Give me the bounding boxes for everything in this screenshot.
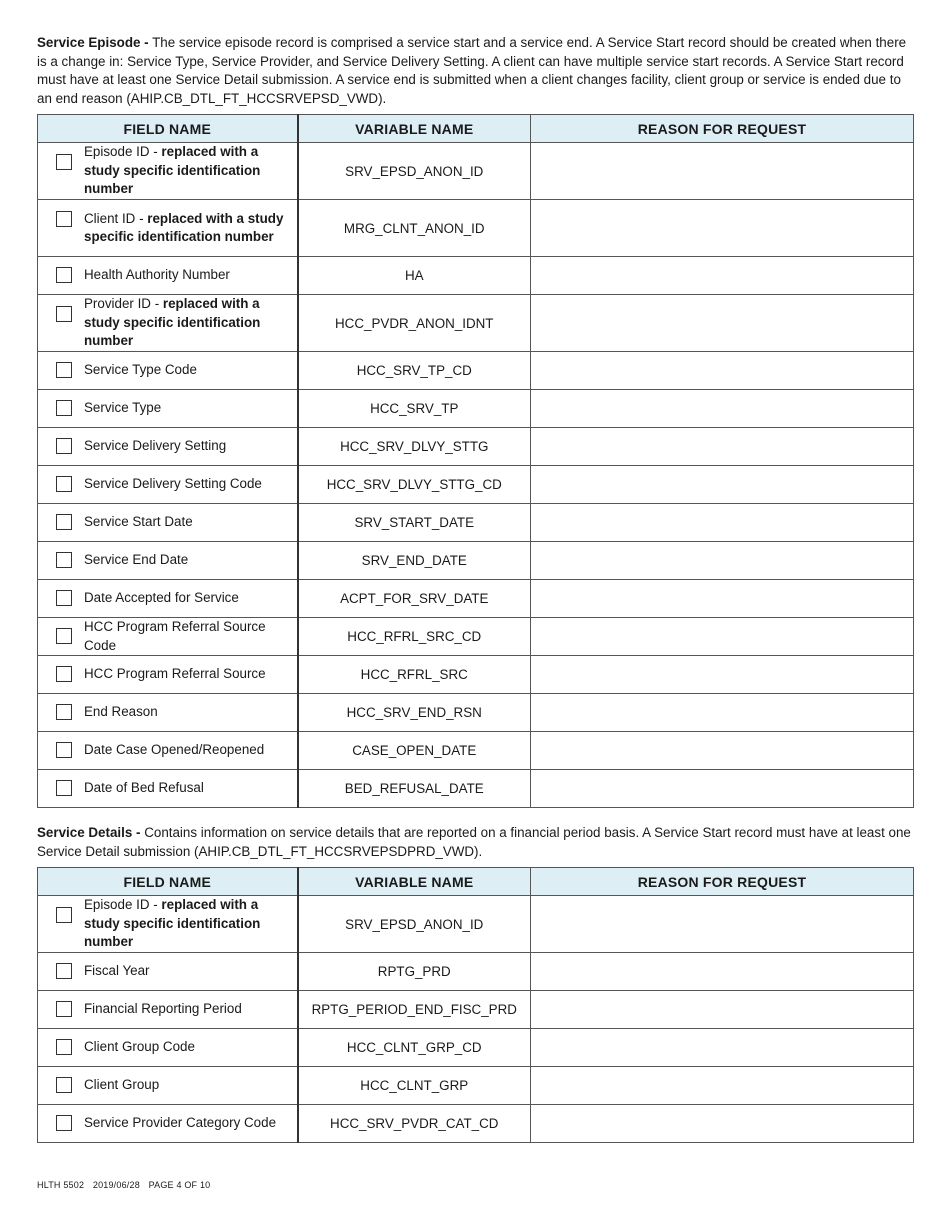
field-name-cell <box>38 618 298 656</box>
field-name-cell <box>38 580 298 618</box>
request-checkbox[interactable] <box>56 514 72 530</box>
episode-table <box>37 114 914 808</box>
table-row <box>38 143 914 200</box>
request-checkbox[interactable] <box>56 1077 72 1093</box>
table-row <box>38 953 914 991</box>
table-row <box>38 1067 914 1105</box>
reason-for-request-cell[interactable] <box>531 770 914 808</box>
details-title: Service Details - <box>37 825 141 840</box>
request-checkbox[interactable] <box>56 666 72 682</box>
field-name <box>84 1001 242 1016</box>
field-name-text: Date Accepted for Service <box>84 590 239 606</box>
field-name-text: Fiscal Year <box>84 963 150 979</box>
variable-name-cell: ACPT_FOR_SRV_DATE <box>298 580 531 618</box>
reason-for-request-cell[interactable] <box>531 257 914 295</box>
field-name-text: Financial Reporting Period <box>84 1001 242 1017</box>
table-row <box>38 504 914 542</box>
variable-name-cell: CASE_OPEN_DATE <box>298 732 531 770</box>
reason-for-request-cell[interactable] <box>531 953 914 991</box>
variable-name-cell: HCC_RFRL_SRC <box>298 656 531 694</box>
variable-name-cell: HCC_PVDR_ANON_IDNT <box>298 295 531 352</box>
reason-for-request-cell[interactable] <box>531 504 914 542</box>
field-name-text: End Reason <box>84 704 158 720</box>
variable-name-cell: HCC_RFRL_SRC_CD <box>298 618 531 656</box>
request-checkbox[interactable] <box>56 438 72 454</box>
field-name-text: Service Start Date <box>84 514 193 530</box>
table-row <box>38 390 914 428</box>
details-table-body <box>38 896 914 1143</box>
reason-for-request-cell[interactable] <box>531 352 914 390</box>
request-checkbox[interactable] <box>56 552 72 568</box>
field-name-text: Service Type Code <box>84 362 197 378</box>
request-checkbox[interactable] <box>56 1115 72 1131</box>
table-row <box>38 1029 914 1067</box>
field-name <box>84 211 283 245</box>
field-name-cell <box>38 428 298 466</box>
variable-name-cell: MRG_CLNT_ANON_ID <box>298 200 531 257</box>
form-page <box>37 34 913 1143</box>
field-name <box>84 1115 276 1130</box>
field-name-cell <box>38 200 298 257</box>
table-row <box>38 257 914 295</box>
variable-name-cell: HA <box>298 257 531 295</box>
field-name-cell <box>38 896 298 953</box>
details-intro <box>37 824 913 861</box>
form-date: 2019/06/28 <box>92 1180 140 1190</box>
variable-name-cell: HCC_SRV_TP <box>298 390 531 428</box>
field-name-text: Date of Bed Refusal <box>84 780 204 796</box>
form-number: HLTH 5502 <box>37 1180 85 1190</box>
request-checkbox[interactable] <box>56 963 72 979</box>
reason-for-request-cell[interactable] <box>531 1105 914 1143</box>
request-checkbox[interactable] <box>56 211 72 227</box>
request-checkbox[interactable] <box>56 907 72 923</box>
field-name-cell <box>38 542 298 580</box>
table-row <box>38 618 914 656</box>
field-name <box>84 296 260 348</box>
variable-name-header: VARIABLE NAME <box>298 115 531 143</box>
reason-header: REASON FOR REQUEST <box>531 115 914 143</box>
reason-for-request-cell[interactable] <box>531 694 914 732</box>
variable-name-cell: HCC_SRV_TP_CD <box>298 352 531 390</box>
field-name-text: Service Delivery Setting Code <box>84 476 262 492</box>
request-checkbox[interactable] <box>56 742 72 758</box>
reason-for-request-cell[interactable] <box>531 390 914 428</box>
reason-for-request-cell[interactable] <box>531 991 914 1029</box>
variable-name-cell: SRV_EPSD_ANON_ID <box>298 896 531 953</box>
field-name <box>84 1077 159 1092</box>
field-name <box>84 400 161 415</box>
field-name <box>84 897 260 949</box>
field-name-cell <box>38 295 298 352</box>
table-row <box>38 770 914 808</box>
field-name-text: Service Delivery Setting <box>84 438 227 454</box>
request-checkbox[interactable] <box>56 780 72 796</box>
table-row <box>38 732 914 770</box>
field-name-text: Episode ID - <box>84 897 162 913</box>
reason-for-request-cell[interactable] <box>531 200 914 257</box>
field-name-note: replaced with a study specific identification number <box>84 897 261 950</box>
field-name <box>84 704 158 719</box>
field-name <box>84 267 230 282</box>
table-row <box>38 352 914 390</box>
field-name-text: Client Group Code <box>84 1039 195 1055</box>
variable-name-cell: HCC_SRV_DLVY_STTG <box>298 428 531 466</box>
field-name <box>84 476 262 491</box>
table-row <box>38 295 914 352</box>
field-name <box>84 144 260 196</box>
episode-title: Service Episode - <box>37 35 149 50</box>
table-row <box>38 991 914 1029</box>
variable-name-cell: BED_REFUSAL_DATE <box>298 770 531 808</box>
request-checkbox[interactable] <box>56 267 72 283</box>
field-name-cell <box>38 770 298 808</box>
variable-name-cell: RPTG_PRD <box>298 953 531 991</box>
reason-for-request-cell[interactable] <box>531 580 914 618</box>
reason-for-request-cell[interactable] <box>531 542 914 580</box>
table-row <box>38 1105 914 1143</box>
table-row <box>38 542 914 580</box>
request-checkbox[interactable] <box>56 362 72 378</box>
request-checkbox[interactable] <box>56 628 72 644</box>
field-name-text: Service Type <box>84 400 162 416</box>
reason-for-request-cell[interactable] <box>531 143 914 200</box>
page-number: PAGE 4 OF 10 <box>148 1180 211 1190</box>
variable-name-cell: SRV_START_DATE <box>298 504 531 542</box>
field-name-header: FIELD NAME <box>38 868 298 896</box>
field-name-cell <box>38 656 298 694</box>
request-checkbox[interactable] <box>56 400 72 416</box>
reason-for-request-cell[interactable] <box>531 618 914 656</box>
details-description: Contains information on service details that are reported on a financial period basis. A Service Start record must have at least one Service Detail submission (AHIP.CB_DTL_FT_HCCSRVEPSDPRD_VWD). <box>37 825 911 859</box>
table-row <box>38 694 914 732</box>
episode-intro <box>37 34 913 108</box>
request-checkbox[interactable] <box>56 590 72 606</box>
reason-for-request-cell[interactable] <box>531 896 914 953</box>
field-name-cell <box>38 1105 298 1143</box>
field-name-text: Health Authority Number <box>84 267 230 283</box>
table-row <box>38 580 914 618</box>
request-checkbox[interactable] <box>56 704 72 720</box>
field-name-cell <box>38 143 298 200</box>
request-checkbox[interactable] <box>56 1001 72 1017</box>
reason-for-request-cell[interactable] <box>531 466 914 504</box>
request-checkbox[interactable] <box>56 476 72 492</box>
field-name-text: Episode ID - <box>84 144 162 160</box>
field-name-cell <box>38 991 298 1029</box>
variable-name-cell: SRV_END_DATE <box>298 542 531 580</box>
field-name-text: HCC Program Referral Source Code <box>84 619 266 653</box>
field-name-cell <box>38 466 298 504</box>
field-name-text: Service End Date <box>84 552 189 568</box>
variable-name-cell: HCC_SRV_PVDR_CAT_CD <box>298 1105 531 1143</box>
field-name-text: Date Case Opened/Reopened <box>84 742 265 758</box>
field-name-cell <box>38 732 298 770</box>
field-name-text: Client Group <box>84 1077 160 1093</box>
field-name <box>84 590 239 605</box>
variable-name-cell: HCC_CLNT_GRP <box>298 1067 531 1105</box>
field-name-text: HCC Program Referral Source <box>84 666 266 682</box>
details-table <box>37 867 914 1143</box>
field-name-cell <box>38 352 298 390</box>
field-name-cell <box>38 1029 298 1067</box>
variable-name-cell: HCC_SRV_END_RSN <box>298 694 531 732</box>
reason-for-request-cell[interactable] <box>531 1029 914 1067</box>
field-name <box>84 1039 195 1054</box>
variable-name-header: VARIABLE NAME <box>298 868 531 896</box>
reason-for-request-cell[interactable] <box>531 1067 914 1105</box>
reason-for-request-cell[interactable] <box>531 656 914 694</box>
reason-for-request-cell[interactable] <box>531 428 914 466</box>
field-name-cell <box>38 504 298 542</box>
request-checkbox[interactable] <box>56 306 72 322</box>
field-name-cell <box>38 953 298 991</box>
field-name-note: replaced with a study specific identification number <box>84 210 284 244</box>
field-name-cell <box>38 1067 298 1105</box>
reason-for-request-cell[interactable] <box>531 295 914 352</box>
reason-for-request-cell[interactable] <box>531 732 914 770</box>
page-footer <box>37 1180 216 1190</box>
field-name <box>84 666 266 681</box>
episode-description: The service episode record is comprised a service start and a service end. A Service Start record should be created when there is a change in: Service Type, Service Provider, and Service Delivery Setting. A client can have multiple service start records. A Service Start record must have at least one Service Detail submission. A service end is submitted when a client changes facility, client group or service is ended due to an end reason (AHIP.CB_DTL_FT_HCCSRVEPSD_VWD). <box>37 35 907 106</box>
field-name-cell <box>38 257 298 295</box>
variable-name-cell: HCC_CLNT_GRP_CD <box>298 1029 531 1067</box>
episode-table-body <box>38 143 914 808</box>
variable-name-cell: HCC_SRV_DLVY_STTG_CD <box>298 466 531 504</box>
request-checkbox[interactable] <box>56 154 72 170</box>
field-name-text: Service Provider Category Code <box>84 1115 277 1131</box>
table-row <box>38 466 914 504</box>
field-name-header: FIELD NAME <box>38 115 298 143</box>
table-row <box>38 428 914 466</box>
field-name <box>84 438 226 453</box>
field-name <box>84 619 266 653</box>
field-name <box>84 742 264 757</box>
field-name <box>84 552 188 567</box>
field-name-note: replaced with a study specific identification number <box>84 296 261 349</box>
reason-header: REASON FOR REQUEST <box>531 868 914 896</box>
field-name-note: replaced with a study specific identification number <box>84 144 261 197</box>
variable-name-cell: RPTG_PERIOD_END_FISC_PRD <box>298 991 531 1029</box>
table-row <box>38 656 914 694</box>
table-row <box>38 200 914 257</box>
field-name <box>84 963 150 978</box>
field-name-text: Provider ID - <box>84 296 163 312</box>
field-name <box>84 780 204 795</box>
field-name <box>84 514 193 529</box>
request-checkbox[interactable] <box>56 1039 72 1055</box>
field-name-cell <box>38 390 298 428</box>
field-name-cell <box>38 694 298 732</box>
variable-name-cell: SRV_EPSD_ANON_ID <box>298 143 531 200</box>
field-name-text: Client ID - <box>84 210 148 226</box>
field-name <box>84 362 197 377</box>
table-row <box>38 896 914 953</box>
